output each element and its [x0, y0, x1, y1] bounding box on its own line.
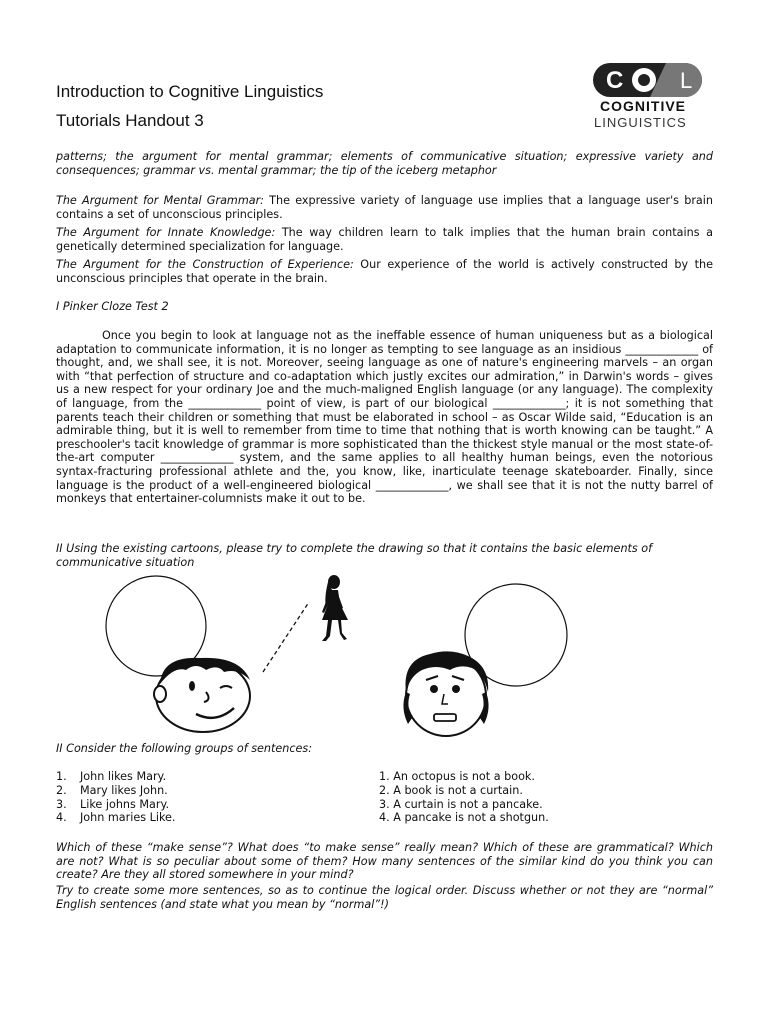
argument-text: The way children learn to talk implies that the human brain contains a genetically determined specialization for language.: [56, 226, 713, 253]
task-paragraph: Try to create some more sentences, so as to continue the logical order. Discuss whether or not they are “normal” English sentences (and state what you mean by “normal”!): [56, 884, 713, 911]
col-logo-mark: [590, 60, 715, 100]
cartoon-drawing: [100, 568, 600, 740]
logo-letter-c: C: [606, 67, 624, 94]
questions-paragraph: Which of these “make sense”? What does “to make sense” really mean? Which of these are grammatical? Which are not? What is so peculiar about some of them? How many sentences of the similar kind do you think you can create? Are they all stored somewhere in your mind?: [56, 841, 713, 882]
argument-term: The Argument for the Construction of Experience:: [56, 258, 354, 271]
boy-face-icon: [154, 658, 250, 732]
worried-face-icon: [403, 651, 488, 736]
list-item: 3. A curtain is not a pancake.: [379, 797, 543, 811]
sentence-list-right: [379, 770, 713, 825]
section-sentences-heading: II Consider the following groups of sentences:: [56, 742, 313, 755]
argument-text: Our experience of the world is actively constructed by the unconscious principles that operate in the brain.: [56, 258, 713, 285]
col-logo: [590, 60, 715, 132]
dashed-line: [263, 602, 309, 672]
list-item: 2. A book is not a curtain.: [379, 783, 523, 797]
argument-mental-grammar: [56, 194, 713, 221]
argument-term: The Argument for Innate Knowledge:: [56, 226, 276, 239]
woman-silhouette-icon: [322, 575, 348, 641]
sentence-list-left: [56, 770, 356, 825]
logo-linguistics: LINGUISTICS: [594, 115, 687, 130]
logo-letter-l: L: [680, 68, 693, 93]
list-item: 1. An octopus is not a book.: [379, 770, 535, 783]
topics-line: patterns; the argument for mental grammar; elements of communicative situation; expressive variety and consequences; grammar vs. mental grammar; the tip of the iceberg metaphor: [56, 150, 713, 177]
list-item: 2. Mary likes John.: [56, 783, 168, 797]
logo-cognitive: COGNITIVE: [600, 98, 687, 114]
cloze-paragraph: Once you begin to look at language not as the ineffable essence of human uniqueness but as a biological adaptation to communicate information, it is no longer as tempting to see language as an insidious _____________ of thought, and, we shall see, it is not. Moreover, seeing language as one of nature's engineering marvels – an organ with “that perfection of structure and co-adaptation which justly excites our admiration,” in Darwin's words – gives us a new respect for your ordinary Joe and the much-maligned English language (or any language). The complexity of language, from the _____________ point of view, is part of our biological _____________; it is not something that parents teach their children or something that must be elaborated in school – as Oscar Wilde said, “Education is an admirable thing, but it is well to remember from time to time that nothing that is worth knowing can be taught.” A preschooler's tacit knowledge of grammar is more sophisticated than the thickest style manual or the most state-of-the-art computer _____________ system, and the same applies to all healthy human beings, even the notorious syntax-fracturing professional athlete and the, you know, like, inarticulate teenage skateboarder. Finally, since language is the product of a well-engineered biological _____________, we shall see that it is not the nutty barrel of monkeys that entertainer-columnists make it out to be.: [56, 329, 713, 506]
page-subtitle: Tutorials Handout 3: [56, 111, 204, 130]
list-item: 4. John maries Like.: [56, 811, 176, 825]
section-cartoon-heading: II Using the existing cartoons, please try to complete the drawing so that it contains the basic elements of communicative situation: [56, 542, 653, 569]
list-item: 4. A pancake is not a shotgun.: [379, 811, 549, 825]
argument-construction: [56, 258, 713, 285]
list-item: 1. John likes Mary.: [56, 770, 167, 783]
list-item: 3. Like johns Mary.: [56, 797, 170, 811]
argument-text: The expressive variety of language use implies that a language user's brain contains a set of unconscious principles.: [56, 194, 713, 221]
page-title: Introduction to Cognitive Linguistics: [56, 82, 324, 101]
section-pinker-heading: I Pinker Cloze Test 2: [56, 300, 169, 313]
argument-innate-knowledge: [56, 226, 713, 253]
argument-term: The Argument for Mental Grammar:: [56, 194, 264, 207]
